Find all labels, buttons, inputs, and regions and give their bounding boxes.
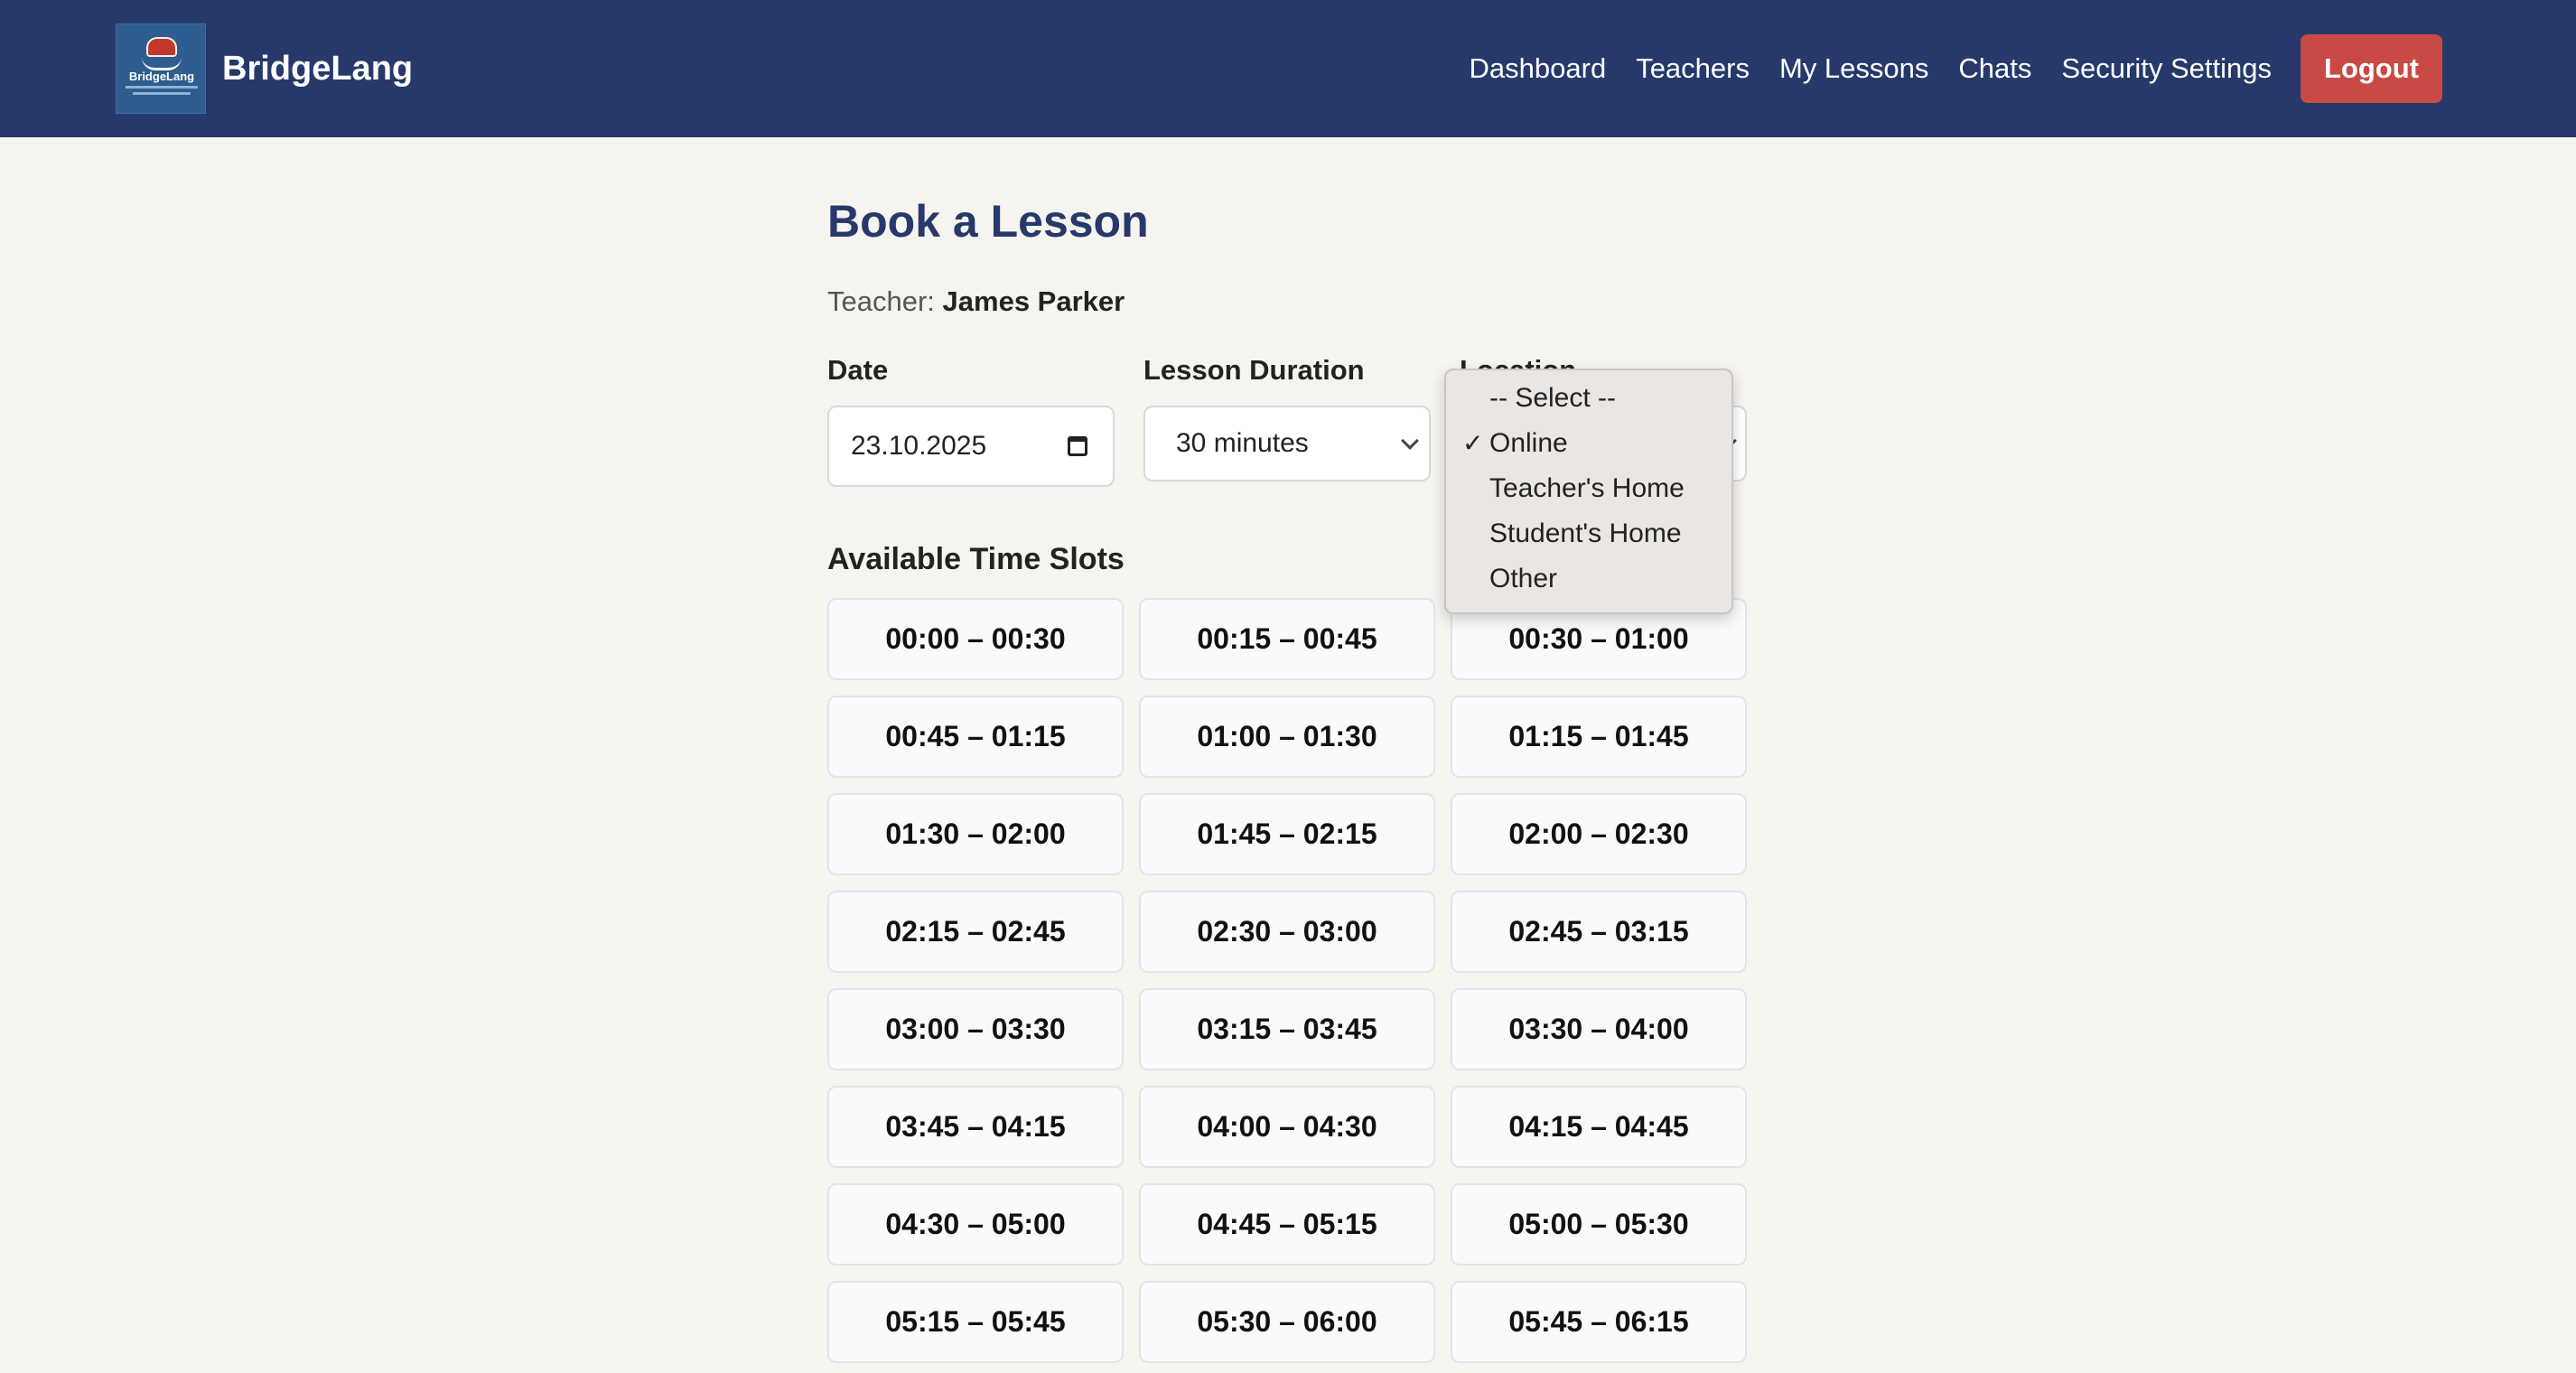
time-slot-button[interactable]: 02:45 – 03:15: [1451, 891, 1747, 973]
brand[interactable]: [116, 23, 413, 114]
duration-label: Lesson Duration: [1143, 354, 1365, 386]
nav-teachers[interactable]: Teachers: [1636, 52, 1750, 84]
location-option-online[interactable]: ✓ Online: [1446, 421, 1731, 466]
time-slot-button[interactable]: 05:15 – 05:45: [827, 1281, 1124, 1363]
time-slot-button[interactable]: 03:00 – 03:30: [827, 988, 1124, 1070]
time-slot-button[interactable]: 04:45 – 05:15: [1139, 1183, 1435, 1266]
time-slot-button[interactable]: 01:15 – 01:45: [1451, 696, 1747, 778]
logo-text: BridgeLang: [128, 70, 195, 83]
time-slot-button[interactable]: 04:30 – 05:00: [827, 1183, 1124, 1266]
time-slot-button[interactable]: 04:15 – 04:45: [1451, 1086, 1747, 1168]
logo-tagline-line: [133, 92, 191, 95]
time-slot-button[interactable]: 05:45 – 06:15: [1451, 1281, 1747, 1363]
location-option-students-home[interactable]: Student's Home: [1489, 518, 1682, 548]
location-option-teachers-home[interactable]: Teacher's Home: [1489, 473, 1685, 503]
time-slot-button[interactable]: 00:00 – 00:30: [827, 598, 1124, 680]
nav-dashboard[interactable]: Dashboard: [1469, 52, 1607, 84]
brand-name: BridgeLang: [222, 49, 414, 88]
date-value: 23.10.2025: [851, 431, 987, 461]
chevron-down-icon: [1401, 432, 1419, 450]
time-slot-button[interactable]: 01:45 – 02:15: [1139, 793, 1435, 875]
brand-logo: [116, 23, 206, 114]
time-slot-button[interactable]: 02:30 – 03:00: [1139, 891, 1435, 973]
calendar-icon[interactable]: [1068, 436, 1087, 456]
time-slot-button[interactable]: 05:00 – 05:30: [1451, 1183, 1747, 1266]
nav-links: [1440, 34, 2442, 103]
time-slot-button[interactable]: 02:15 – 02:45: [827, 891, 1124, 973]
teacher-name: James Parker: [942, 285, 1125, 317]
time-slot-button[interactable]: 03:15 – 03:45: [1139, 988, 1435, 1070]
duration-select[interactable]: [1143, 406, 1431, 481]
nav-my-lessons[interactable]: My Lessons: [1778, 52, 1929, 84]
teacher-label: Teacher:: [827, 285, 935, 317]
time-slot-button[interactable]: 02:00 – 02:30: [1451, 793, 1747, 875]
time-slot-button[interactable]: 00:15 – 00:45: [1139, 598, 1435, 680]
book-icon: [142, 57, 182, 70]
time-slot-button[interactable]: 03:45 – 04:15: [827, 1086, 1124, 1168]
time-slots-heading: Available Time Slots: [827, 542, 1125, 576]
page-title: Book a Lesson: [827, 196, 1149, 247]
time-slots-grid: [827, 598, 1749, 1363]
location-option-select[interactable]: -- Select --: [1489, 383, 1617, 413]
teacher-line: [827, 285, 1125, 318]
time-slot-button[interactable]: 05:30 – 06:00: [1139, 1281, 1435, 1363]
checkmark-icon: ✓: [1462, 429, 1484, 457]
nav-chats[interactable]: Chats: [1958, 52, 2032, 84]
duration-value: 30 minutes: [1176, 428, 1309, 458]
nav-security-settings[interactable]: Security Settings: [2061, 52, 2272, 84]
time-slot-button[interactable]: 04:00 – 04:30: [1139, 1086, 1435, 1168]
time-slot-button[interactable]: 00:30 – 01:00: [1451, 598, 1747, 680]
logout-button[interactable]: Logout: [2301, 34, 2442, 103]
location-option-other[interactable]: Other: [1489, 564, 1558, 593]
date-input[interactable]: [827, 406, 1115, 487]
date-label: Date: [827, 354, 889, 386]
top-navbar: [0, 0, 2576, 137]
time-slot-button[interactable]: 03:30 – 04:00: [1451, 988, 1747, 1070]
time-slot-button[interactable]: 00:45 – 01:15: [827, 696, 1124, 778]
logo-tagline-line: [126, 86, 198, 89]
flag-icon: [146, 37, 177, 57]
location-dropdown-menu: [1444, 369, 1733, 614]
time-slot-button[interactable]: 01:00 – 01:30: [1139, 696, 1435, 778]
time-slot-button[interactable]: 01:30 – 02:00: [827, 793, 1124, 875]
